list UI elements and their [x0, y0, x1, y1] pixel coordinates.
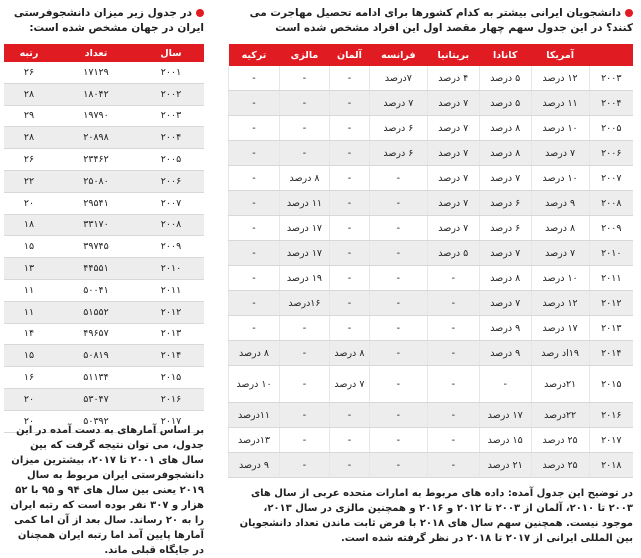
table-cell: -	[329, 453, 369, 478]
left-note: بر اساس آمارهای به دست آمده در این جدول، می توان نتیجه گرفت که بین سال های ۲۰۰۱ تا ۲۰۱۷، بیشترین میزان دانشجوفرستی ایران مربوط به سال ۲۰۱۹ یعنی بین سال های ۹۴ و ۹۵ با ۵۲ هزار و ۳۰۷ نفر بوده است که رتبه ایران را به ۲۰ رساند. سال بعد از آن اما کمی آمارها پایین آمد اما رتبه ایران همچنان در جایگاه قبلی ماند.	[10, 425, 204, 556]
year-cell: ۲۰۰۳	[589, 66, 633, 91]
table-cell: -	[280, 403, 330, 428]
table-cell: ۲۵ درصد	[531, 428, 589, 453]
column-header: آلمان	[329, 44, 369, 66]
right-note: در توضیح این جدول آمده: داده های مربوط به امارات متحده عربی از سال های ۲۰۰۳ تا ۲۰۱۰، آلمان از ۲۰۰۳ تا ۲۰۱۲ و ۲۰۱۶ و همچنین مالزی در سال ۲۰۱۳، موجود نیست. همچنین سهم سال های ۲۰۱۸ با فرض ثابت ماندن تعداد دانشجویان بین المللی ایرانی از ۲۰۱۷ تا ۲۰۱۸ در نظر گرفته شده است.	[239, 488, 633, 544]
table-cell: -	[369, 291, 427, 316]
table-row	[4, 236, 204, 258]
year-cell: ۲۰۰۹	[138, 236, 204, 258]
column-header: سال	[138, 44, 204, 62]
table-header-row	[229, 44, 634, 66]
year-cell: ۲۰۰۲	[138, 83, 204, 105]
year-cell: ۲۰۱۶	[138, 388, 204, 410]
table-cell: ۱۱	[4, 301, 54, 323]
year-cell: ۲۰۱۷	[138, 410, 204, 432]
table-cell: ۲۰	[4, 388, 54, 410]
table-cell: ۵ درصد	[427, 241, 479, 266]
table-row	[229, 428, 634, 453]
table-cell: ۷ درصد	[427, 116, 479, 141]
table-cell: ۴ درصد	[427, 66, 479, 91]
table-cell: -	[369, 166, 427, 191]
table-row	[229, 191, 634, 216]
table-row	[229, 266, 634, 291]
table-row	[229, 116, 634, 141]
table-cell: -	[427, 316, 479, 341]
year-cell: ۲۰۰۷	[589, 166, 633, 191]
table-cell: -	[280, 141, 330, 166]
table-cell: ۱۴	[4, 323, 54, 345]
table-cell: ۵۱۱۳۴	[54, 367, 138, 389]
table-cell: ۵۰۸۱۹	[54, 345, 138, 367]
table-cell: ۲۰۸۹۸	[54, 127, 138, 149]
table-cell: -	[369, 191, 427, 216]
table-cell: ۷ درصد	[329, 366, 369, 403]
year-cell: ۲۰۰۴	[589, 91, 633, 116]
table-cell: ۵ درصد	[479, 91, 531, 116]
table-cell: -	[369, 241, 427, 266]
table-cell: ۶ درصد	[369, 116, 427, 141]
table-cell: ۳۳۱۷۰	[54, 214, 138, 236]
year-cell: ۲۰۱۵	[138, 367, 204, 389]
year-cell: ۲۰۱۴	[589, 341, 633, 366]
column-header: کانادا	[479, 44, 531, 66]
table-cell: -	[369, 366, 427, 403]
year-cell: ۲۰۱۸	[589, 453, 633, 478]
table-cell: ۱۷ درصد	[479, 403, 531, 428]
column-header: آمریکا	[531, 44, 589, 66]
table-row	[229, 341, 634, 366]
table-cell: ۷ درصد	[479, 241, 531, 266]
destinations-table	[228, 44, 633, 478]
table-cell: -	[329, 316, 369, 341]
table-cell: ۲۳۴۶۲	[54, 149, 138, 171]
table-cell: ۷ درصد	[427, 91, 479, 116]
year-cell: ۲۰۱۳	[589, 316, 633, 341]
table-cell: ۷ درصد	[427, 191, 479, 216]
table-row	[4, 214, 204, 236]
table-cell: ۸ درصد	[229, 341, 280, 366]
table-cell: -	[329, 166, 369, 191]
table-cell: -	[427, 428, 479, 453]
year-cell: ۲۰۱۰	[138, 258, 204, 280]
year-cell: ۲۰۰۷	[138, 192, 204, 214]
table-cell: ۲۹۵۴۱	[54, 192, 138, 214]
year-cell: ۲۰۰۵	[138, 149, 204, 171]
table-row	[229, 141, 634, 166]
table-cell: ۹ درصد	[479, 316, 531, 341]
table-cell: ۲۸	[4, 83, 54, 105]
bullet-icon	[625, 9, 633, 17]
column-header: فرانسه	[369, 44, 427, 66]
year-cell: ۲۰۰۶	[138, 170, 204, 192]
table-cell: ۱۸۰۴۲	[54, 83, 138, 105]
table-cell: -	[369, 266, 427, 291]
table-cell: ۱۱درصد	[229, 403, 280, 428]
right-panel	[222, 0, 641, 547]
table-cell: ۲۲	[4, 170, 54, 192]
table-cell: ۲۰	[4, 192, 54, 214]
table-cell: ۱۳	[4, 258, 54, 280]
table-cell: -	[280, 66, 330, 91]
table-cell: ۱۱ درصد	[531, 91, 589, 116]
table-cell: ۹ درصد	[479, 341, 531, 366]
year-cell: ۲۰۱۰	[589, 241, 633, 266]
table-cell: ۵۳۰۴۷	[54, 388, 138, 410]
table-row	[4, 258, 204, 280]
column-header: مالزی	[280, 44, 330, 66]
table-cell: -	[329, 291, 369, 316]
column-header: بریتانیا	[427, 44, 479, 66]
year-cell: ۲۰۰۱	[138, 62, 204, 83]
table-row	[4, 345, 204, 367]
table-cell: ۵۰۰۴۱	[54, 279, 138, 301]
table-row	[4, 127, 204, 149]
table-cell: ۱۵ درصد	[479, 428, 531, 453]
table-cell: ۱۹اد رصد	[531, 341, 589, 366]
year-cell: ۲۰۱۱	[589, 266, 633, 291]
table-cell: -	[329, 116, 369, 141]
table-row	[229, 91, 634, 116]
table-cell: ۱۶درصد	[280, 291, 330, 316]
year-cell: ۲۰۱۱	[138, 279, 204, 301]
left-panel	[0, 0, 210, 556]
table-cell: -	[329, 266, 369, 291]
table-cell: ۱۷ درصد	[280, 216, 330, 241]
year-cell: ۲۰۱۶	[589, 403, 633, 428]
table-cell: -	[369, 341, 427, 366]
column-header: ترکیه	[229, 44, 280, 66]
table-row	[4, 279, 204, 301]
table-cell: -	[427, 266, 479, 291]
table-cell: ۱۰ درصد	[229, 366, 280, 403]
table-row	[4, 170, 204, 192]
table-cell: -	[329, 403, 369, 428]
table-row	[229, 403, 634, 428]
table-cell: ۱۵	[4, 345, 54, 367]
table-cell: ۱۹۷۹۰	[54, 105, 138, 127]
table-cell: -	[229, 266, 280, 291]
table-cell: -	[329, 191, 369, 216]
table-cell: -	[427, 366, 479, 403]
table-cell: ۷ درصد	[479, 291, 531, 316]
column-header: رتبه	[4, 44, 54, 62]
year-cell: ۲۰۰۸	[589, 191, 633, 216]
table-cell: ۸ درصد	[479, 266, 531, 291]
year-cell: ۲۰۱۲	[138, 301, 204, 323]
left-intro: در جدول زیر میزان دانشجوفرستی ایران در جهان مشخص شده است:	[13, 7, 204, 34]
table-cell: ۶ درصد	[479, 191, 531, 216]
table-row	[4, 192, 204, 214]
table-row	[229, 316, 634, 341]
year-cell: ۲۰۰۴	[138, 127, 204, 149]
table-cell: -	[479, 366, 531, 403]
table-cell: ۱۱ درصد	[280, 191, 330, 216]
table-cell: ۶ درصد	[479, 216, 531, 241]
table-cell: -	[280, 366, 330, 403]
table-cell: ۱۸	[4, 214, 54, 236]
table-cell: -	[229, 241, 280, 266]
year-cell: ۲۰۰۵	[589, 116, 633, 141]
table-row	[4, 323, 204, 345]
table-cell: -	[329, 241, 369, 266]
table-cell: ۱۱	[4, 279, 54, 301]
table-cell: ۱۰ درصد	[531, 166, 589, 191]
table-cell: -	[280, 453, 330, 478]
table-cell: -	[229, 116, 280, 141]
table-cell: -	[229, 66, 280, 91]
table-cell: ۱۷ درصد	[531, 316, 589, 341]
table-cell: ۷ درصد	[427, 141, 479, 166]
table-cell: -	[280, 91, 330, 116]
table-row	[4, 301, 204, 323]
table-cell: ۱۲ درصد	[531, 66, 589, 91]
table-cell: ۱۷ درصد	[280, 241, 330, 266]
year-cell: ۲۰۱۷	[589, 428, 633, 453]
table-row	[229, 216, 634, 241]
table-cell: ۵۱۵۵۲	[54, 301, 138, 323]
table-cell: -	[229, 91, 280, 116]
table-row	[229, 453, 634, 478]
table-cell: -	[329, 91, 369, 116]
table-cell: ۷ درصد	[427, 216, 479, 241]
table-cell: -	[369, 216, 427, 241]
table-cell: ۲۶	[4, 62, 54, 83]
year-cell: ۲۰۱۳	[138, 323, 204, 345]
table-cell: ۱۳درصد	[229, 428, 280, 453]
table-cell: ۱۹ درصد	[280, 266, 330, 291]
table-row	[229, 366, 634, 403]
year-cell: ۲۰۰۶	[589, 141, 633, 166]
table-cell: ۹ درصد	[229, 453, 280, 478]
table-cell: -	[229, 191, 280, 216]
table-row	[4, 149, 204, 171]
table-cell: -	[369, 316, 427, 341]
table-cell: ۲۵۰۸۰	[54, 170, 138, 192]
table-cell: -	[229, 316, 280, 341]
table-cell: ۸ درصد	[479, 141, 531, 166]
table-cell: ۲۹	[4, 105, 54, 127]
table-cell: -	[427, 291, 479, 316]
table-cell: -	[280, 341, 330, 366]
year-cell: ۲۰۰۹	[589, 216, 633, 241]
column-header: تعداد	[54, 44, 138, 62]
table-cell: ۴۹۶۵۷	[54, 323, 138, 345]
table-header-row	[4, 44, 204, 62]
table-cell: ۷ درصد	[479, 166, 531, 191]
table-cell: -	[229, 291, 280, 316]
table-cell: ۸ درصد	[531, 216, 589, 241]
table-row	[4, 367, 204, 389]
table-cell: -	[369, 403, 427, 428]
right-intro: دانشجویان ایرانی بیشتر به کدام کشورها برای ادامه تحصیل مهاجرت می کنند؟ در این جدول سهم چهار مقصد اول این افراد مشخص شده است	[249, 7, 633, 34]
table-cell: ۳۹۷۴۵	[54, 236, 138, 258]
table-cell: ۷ درصد	[531, 241, 589, 266]
table-row	[4, 105, 204, 127]
table-cell: -	[427, 403, 479, 428]
table-cell: ۱۶	[4, 367, 54, 389]
table-cell: ۲۰	[4, 410, 54, 432]
bullet-icon	[196, 9, 204, 17]
table-cell: ۲۱ درصد	[479, 453, 531, 478]
table-cell: -	[329, 428, 369, 453]
table-cell: ۱۷۱۲۹	[54, 62, 138, 83]
year-cell: ۲۰۱۵	[589, 366, 633, 403]
table-cell: ۵ درصد	[479, 66, 531, 91]
table-row	[229, 66, 634, 91]
table-cell: ۲۵ درصد	[531, 453, 589, 478]
table-cell: ۸ درصد	[329, 341, 369, 366]
table-row	[229, 291, 634, 316]
table-row	[4, 62, 204, 83]
table-cell: -	[280, 428, 330, 453]
table-cell: -	[229, 216, 280, 241]
table-cell: ۲۶	[4, 149, 54, 171]
table-cell: ۱۲ درصد	[531, 291, 589, 316]
table-cell: ۲۸	[4, 127, 54, 149]
table-row	[229, 241, 634, 266]
table-cell: ۷ درصد	[531, 141, 589, 166]
column-header	[589, 44, 633, 66]
table-row	[4, 388, 204, 410]
table-cell: -	[329, 216, 369, 241]
table-cell: ۲۱درصد	[531, 366, 589, 403]
table-cell: ۲۲درصد	[531, 403, 589, 428]
table-cell: -	[229, 166, 280, 191]
table-cell: ۵۰۳۹۲	[54, 410, 138, 432]
table-cell: -	[280, 316, 330, 341]
table-cell: ۸ درصد	[280, 166, 330, 191]
table-cell: -	[329, 66, 369, 91]
table-cell: ۷ درصد	[427, 166, 479, 191]
table-row	[229, 166, 634, 191]
year-cell: ۲۰۱۲	[589, 291, 633, 316]
table-cell: ۷درصد	[369, 66, 427, 91]
table-cell: ۶ درصد	[369, 141, 427, 166]
table-cell: ۱۰ درصد	[531, 266, 589, 291]
table-cell: -	[280, 116, 330, 141]
table-cell: -	[369, 428, 427, 453]
table-cell: -	[229, 141, 280, 166]
table-cell: -	[427, 341, 479, 366]
table-cell: ۸ درصد	[479, 116, 531, 141]
year-cell: ۲۰۰۸	[138, 214, 204, 236]
table-cell: ۱۰ درصد	[531, 116, 589, 141]
table-cell: -	[369, 453, 427, 478]
table-cell: ۹ درصد	[531, 191, 589, 216]
rank-table	[4, 44, 204, 433]
year-cell: ۲۰۰۳	[138, 105, 204, 127]
table-cell: ۷ درصد	[369, 91, 427, 116]
year-cell: ۲۰۱۴	[138, 345, 204, 367]
table-cell: ۴۴۵۵۱	[54, 258, 138, 280]
table-cell: ۱۵	[4, 236, 54, 258]
table-cell: -	[427, 453, 479, 478]
table-row	[4, 83, 204, 105]
table-cell: -	[329, 141, 369, 166]
